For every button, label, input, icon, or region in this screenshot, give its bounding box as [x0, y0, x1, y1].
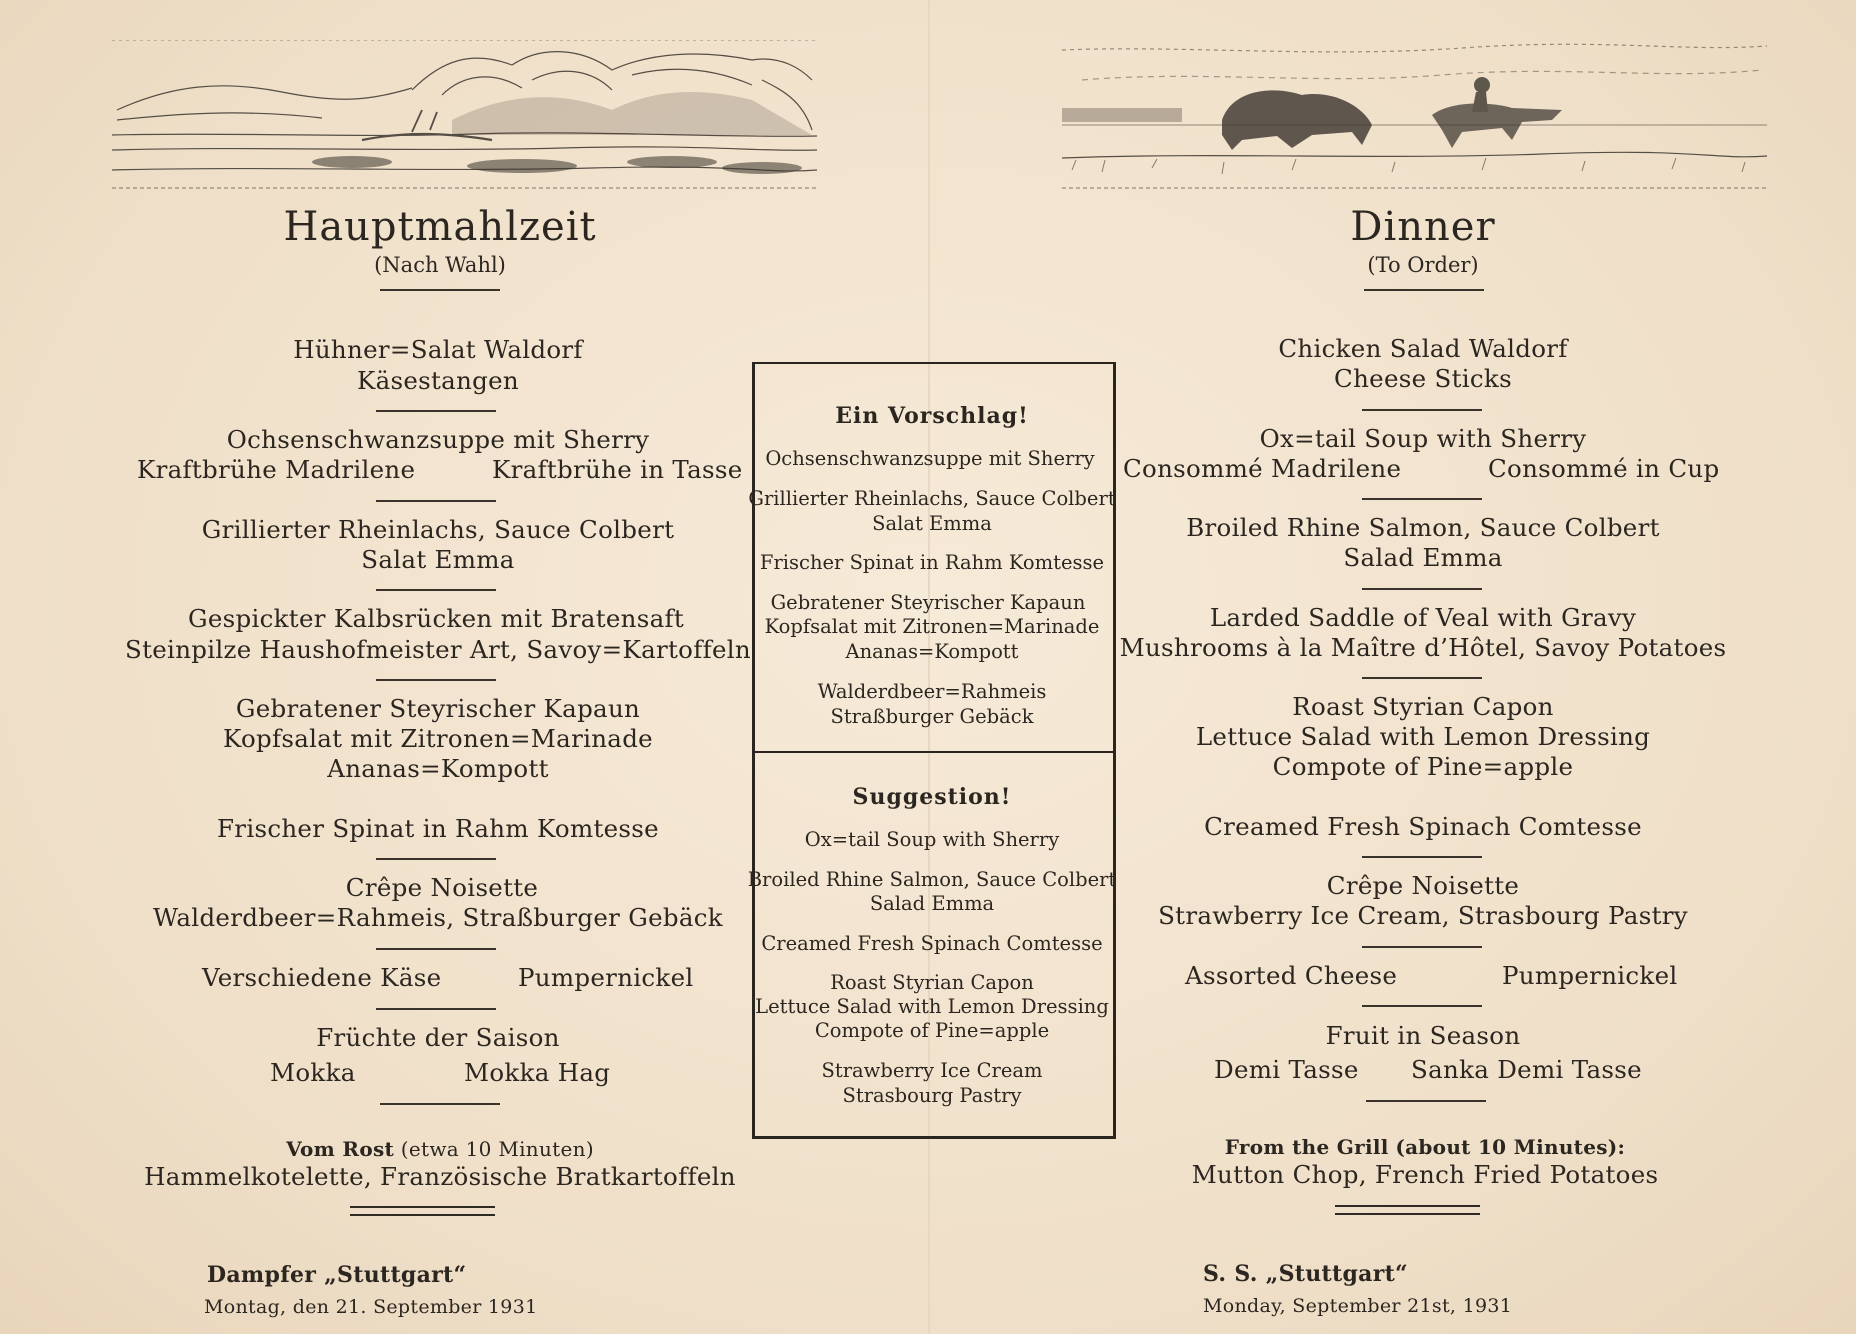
- course-line: Chicken Salad Waldorf: [1278, 334, 1568, 363]
- coffee-option: Demi Tasse: [1214, 1055, 1359, 1084]
- course-line: Mushrooms à la Maître d’Hôtel, Savoy Potatoes: [1119, 633, 1727, 662]
- course-line: Grillierter Rheinlachs, Sauce Colbert: [201, 515, 675, 544]
- double-rule: [1335, 1205, 1480, 1215]
- divider: [1362, 588, 1482, 590]
- suggestion-line: Compote of Pine=apple: [814, 1019, 1050, 1042]
- ship-name-en: S. S. „Stuttgart“: [1203, 1261, 1409, 1287]
- soup-option: Consommé Madrilene: [1123, 454, 1402, 483]
- course-line: Crêpe Noisette: [345, 873, 539, 902]
- suggestion-line: Straßburger Gebäck: [830, 705, 1034, 728]
- divider: [1364, 289, 1484, 291]
- suggestion-line: Ox=tail Soup with Sherry: [804, 828, 1060, 851]
- grill-title: From the Grill: [1224, 1135, 1389, 1159]
- divider: [1366, 1100, 1486, 1102]
- course-line: Walderdbeer=Rahmeis, Straßburger Gebäck: [153, 903, 723, 932]
- page-title-en: Dinner: [1350, 204, 1496, 250]
- divider: [376, 1008, 496, 1010]
- grill-item: Hammelkotelette, Französische Bratkartoffeln: [144, 1162, 736, 1191]
- course-line: Frischer Spinat in Rahm Komtesse: [217, 814, 659, 843]
- grill-note: (about 10 Minutes):: [1395, 1135, 1626, 1159]
- suggestion-line: Kopfsalat mit Zitronen=Marinade: [764, 615, 1100, 638]
- course-line: Compote of Pine=apple: [1272, 752, 1574, 781]
- divider: [1362, 498, 1482, 500]
- grill-heading: [286, 1137, 594, 1161]
- course-line: Ochsenschwanzsuppe mit Sherry: [226, 425, 650, 454]
- course-line: Ox=tail Soup with Sherry: [1259, 424, 1587, 453]
- suggestion-line: Strasbourg Pastry: [842, 1084, 1022, 1107]
- soup-option: Consommé in Cup: [1488, 454, 1720, 483]
- suggestion-line: Grillierter Rheinlachs, Sauce Colbert: [748, 487, 1116, 510]
- course-line: Cheese Sticks: [1334, 364, 1512, 393]
- course-line: Larded Saddle of Veal with Gravy: [1209, 603, 1637, 632]
- divider: [376, 948, 496, 950]
- suggestion-line: Strawberry Ice Cream: [821, 1059, 1043, 1082]
- grill-item: Mutton Chop, French Fried Potatoes: [1191, 1160, 1659, 1189]
- divider: [380, 289, 500, 291]
- suggestion-line: Lettuce Salad with Lemon Dressing: [755, 995, 1109, 1018]
- divider: [376, 858, 496, 860]
- divider: [380, 1103, 500, 1105]
- date-de: Montag, den 21. September 1931: [204, 1296, 538, 1318]
- cheese-option: Pumpernickel: [1502, 961, 1678, 990]
- cheese-option: Assorted Cheese: [1185, 961, 1398, 990]
- cheese-option: Verschiedene Käse: [202, 963, 442, 992]
- grill-note: (etwa 10 Minuten): [400, 1137, 594, 1161]
- divider: [1362, 409, 1482, 411]
- course-line: Kopfsalat mit Zitronen=Marinade: [223, 724, 653, 753]
- double-rule: [350, 1206, 495, 1216]
- suggestion-title-de: Ein Vorschlag!: [835, 403, 1029, 429]
- divider: [1362, 677, 1482, 679]
- ship-name-de: Dampfer „Stuttgart“: [207, 1262, 467, 1288]
- coffee-option: Mokka: [270, 1058, 356, 1087]
- suggestion-box-divider: [752, 751, 1116, 753]
- course-line: Crêpe Noisette: [1326, 871, 1520, 900]
- course-line: Fruit in Season: [1325, 1021, 1521, 1050]
- suggestion-line: Walderdbeer=Rahmeis: [817, 680, 1047, 703]
- divider: [376, 679, 496, 681]
- course-line: Broiled Rhine Salmon, Sauce Colbert: [1186, 513, 1660, 542]
- suggestion-line: Broiled Rhine Salmon, Sauce Colbert: [747, 868, 1117, 891]
- suggestion-line: Frischer Spinat in Rahm Komtesse: [759, 551, 1105, 574]
- suggestion-title-en: Suggestion!: [852, 784, 1012, 810]
- suggestion-line: Creamed Fresh Spinach Comtesse: [761, 932, 1103, 955]
- course-line: Creamed Fresh Spinach Comtesse: [1204, 812, 1642, 841]
- suggestion-line: Salat Emma: [872, 512, 992, 535]
- page-subtitle-en: (To Order): [1367, 253, 1479, 277]
- page-title-de: Hauptmahlzeit: [283, 204, 597, 250]
- course-line: Käsestangen: [356, 366, 520, 395]
- course-line: Lettuce Salad with Lemon Dressing: [1195, 722, 1651, 751]
- page-subtitle-de: (Nach Wahl): [374, 253, 506, 277]
- course-line: Hühner=Salat Waldorf: [293, 335, 583, 364]
- suggestion-line: Ananas=Kompott: [845, 640, 1019, 663]
- divider: [376, 410, 496, 412]
- course-line: Salat Emma: [361, 545, 515, 574]
- divider: [1362, 856, 1482, 858]
- divider: [376, 500, 496, 502]
- divider: [376, 589, 496, 591]
- grill-heading: [1225, 1135, 1625, 1159]
- divider: [1362, 1005, 1482, 1007]
- course-line: Salad Emma: [1343, 543, 1503, 572]
- course-line: Früchte der Saison: [316, 1023, 560, 1052]
- coffee-option: Mokka Hag: [464, 1058, 611, 1087]
- suggestion-line: Salad Emma: [869, 892, 995, 915]
- date-en: Monday, September 21st, 1931: [1203, 1295, 1513, 1317]
- suggestion-line: Gebratener Steyrischer Kapaun: [770, 591, 1086, 614]
- suggestion-line: Ochsenschwanzsuppe mit Sherry: [765, 447, 1095, 470]
- course-line: Roast Styrian Capon: [1292, 692, 1554, 721]
- cheese-option: Pumpernickel: [518, 963, 694, 992]
- course-line: Steinpilze Haushofmeister Art, Savoy=Kartoffeln: [125, 635, 751, 664]
- buffalo-hunt-sketch: [1062, 40, 1767, 190]
- soup-option: Kraftbrühe Madrilene: [137, 455, 416, 484]
- canoe-landscape-sketch: [112, 40, 817, 190]
- course-line: Gespickter Kalbsrücken mit Bratensaft: [187, 604, 685, 633]
- course-line: Ananas=Kompott: [327, 754, 549, 783]
- grill-title: Vom Rost: [286, 1137, 395, 1161]
- soup-option: Kraftbrühe in Tasse: [492, 455, 743, 484]
- coffee-option: Sanka Demi Tasse: [1411, 1055, 1642, 1084]
- divider: [1362, 946, 1482, 948]
- course-line: Gebratener Steyrischer Kapaun: [235, 694, 641, 723]
- suggestion-line: Roast Styrian Capon: [830, 971, 1034, 994]
- course-line: Strawberry Ice Cream, Strasbourg Pastry: [1158, 901, 1688, 930]
